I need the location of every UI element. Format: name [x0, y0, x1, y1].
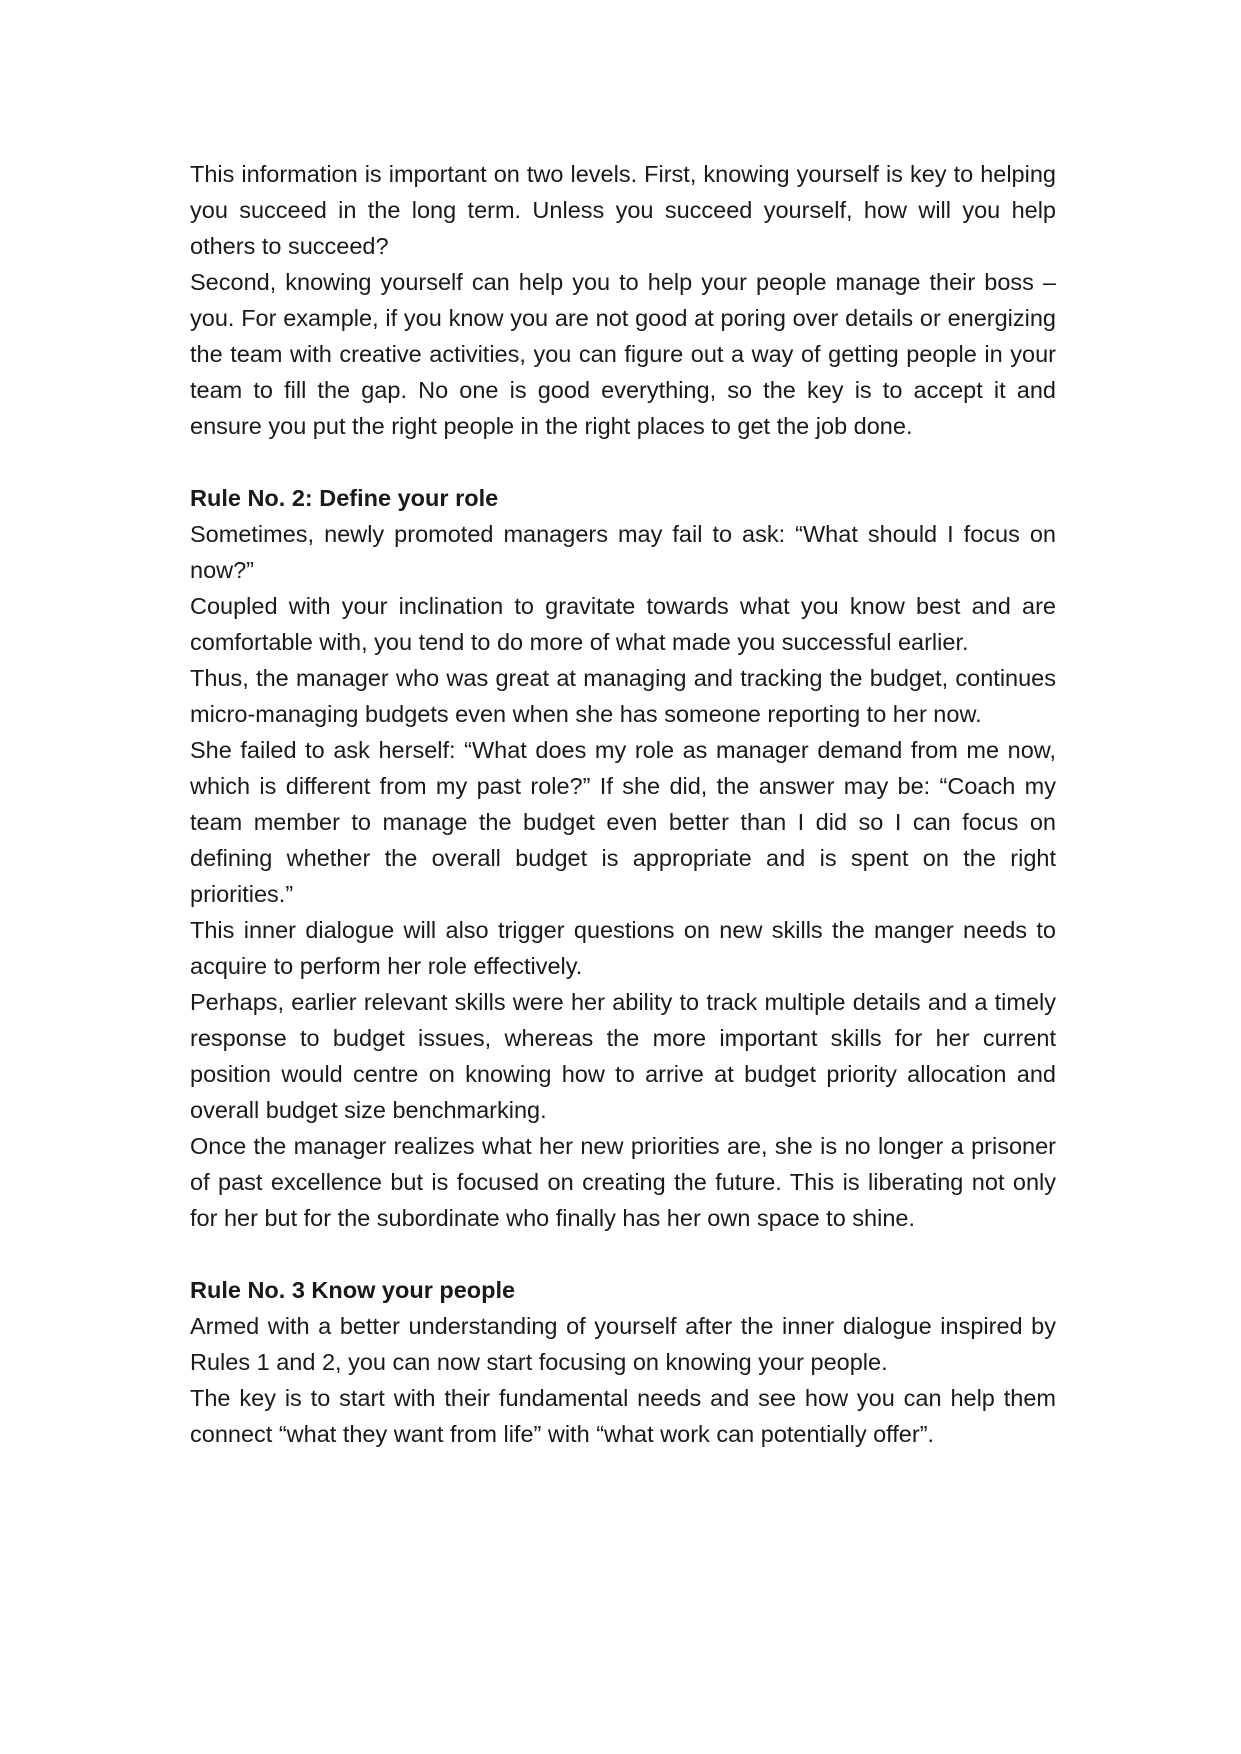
- rule-3-paragraph-2: The key is to start with their fundamental needs and see how you can help them connect “what they want from life” with “what work can potentially offer”.: [190, 1385, 1056, 1447]
- rule-2-paragraph-2: Coupled with your inclination to gravitate towards what you know best and are comfortable with, you tend to do more of what made you successful earlier.: [190, 593, 1056, 655]
- rule-2-heading: Rule No. 2: Define your role: [190, 485, 499, 511]
- rule-2-paragraph-3: Thus, the manager who was great at managing and tracking the budget, continues micro-managing budgets even when she has someone reporting to her now.: [190, 665, 1056, 727]
- rule-3-heading: Rule No. 3 Know your people: [190, 1277, 516, 1303]
- rule-2-paragraph-6: Perhaps, earlier relevant skills were her ability to track multiple details and a timely response to budget issues, whereas the more important skills for her current position would centre on knowing how to arrive at budget priority allocation and overall budget size benchmarking.: [190, 989, 1056, 1123]
- rule-3-paragraph-1: Armed with a better understanding of yourself after the inner dialogue inspired by Rules 1 and 2, you can now start focusing on knowing your people.: [190, 1313, 1056, 1375]
- document-page: [190, 156, 1056, 1452]
- intro-paragraph-1: This information is important on two levels. First, knowing yourself is key to helping you succeed in the long term. Unless you succeed yourself, how will you help others to succeed?: [190, 161, 1056, 259]
- intro-paragraph-2: Second, knowing yourself can help you to help your people manage their boss – you. For example, if you know you are not good at poring over details or energizing the team with creative activities, you can figure out a way of getting people in your team to fill the gap. No one is good everything, so the key is to accept it and ensure you put the right people in the right places to get the job done.: [190, 269, 1056, 439]
- section-gap: [190, 1236, 1056, 1272]
- rule-2-paragraph-1: Sometimes, newly promoted managers may fail to ask: “What should I focus on now?”: [190, 521, 1056, 583]
- rule-2-paragraph-4: She failed to ask herself: “What does my role as manager demand from me now, which is different from my past role?” If she did, the answer may be: “Coach my team member to manage the budget even better than I did so I can focus on defining whether the overall budget is appropriate and is spent on the right priorities.”: [190, 737, 1056, 907]
- section-gap: [190, 444, 1056, 480]
- rule-2-paragraph-5: This inner dialogue will also trigger questions on new skills the manger needs to acquire to perform her role effectively.: [190, 917, 1056, 979]
- rule-2-paragraph-7: Once the manager realizes what her new priorities are, she is no longer a prisoner of past excellence but is focused on creating the future. This is liberating not only for her but for the subordinate who finally has her own space to shine.: [190, 1133, 1056, 1231]
